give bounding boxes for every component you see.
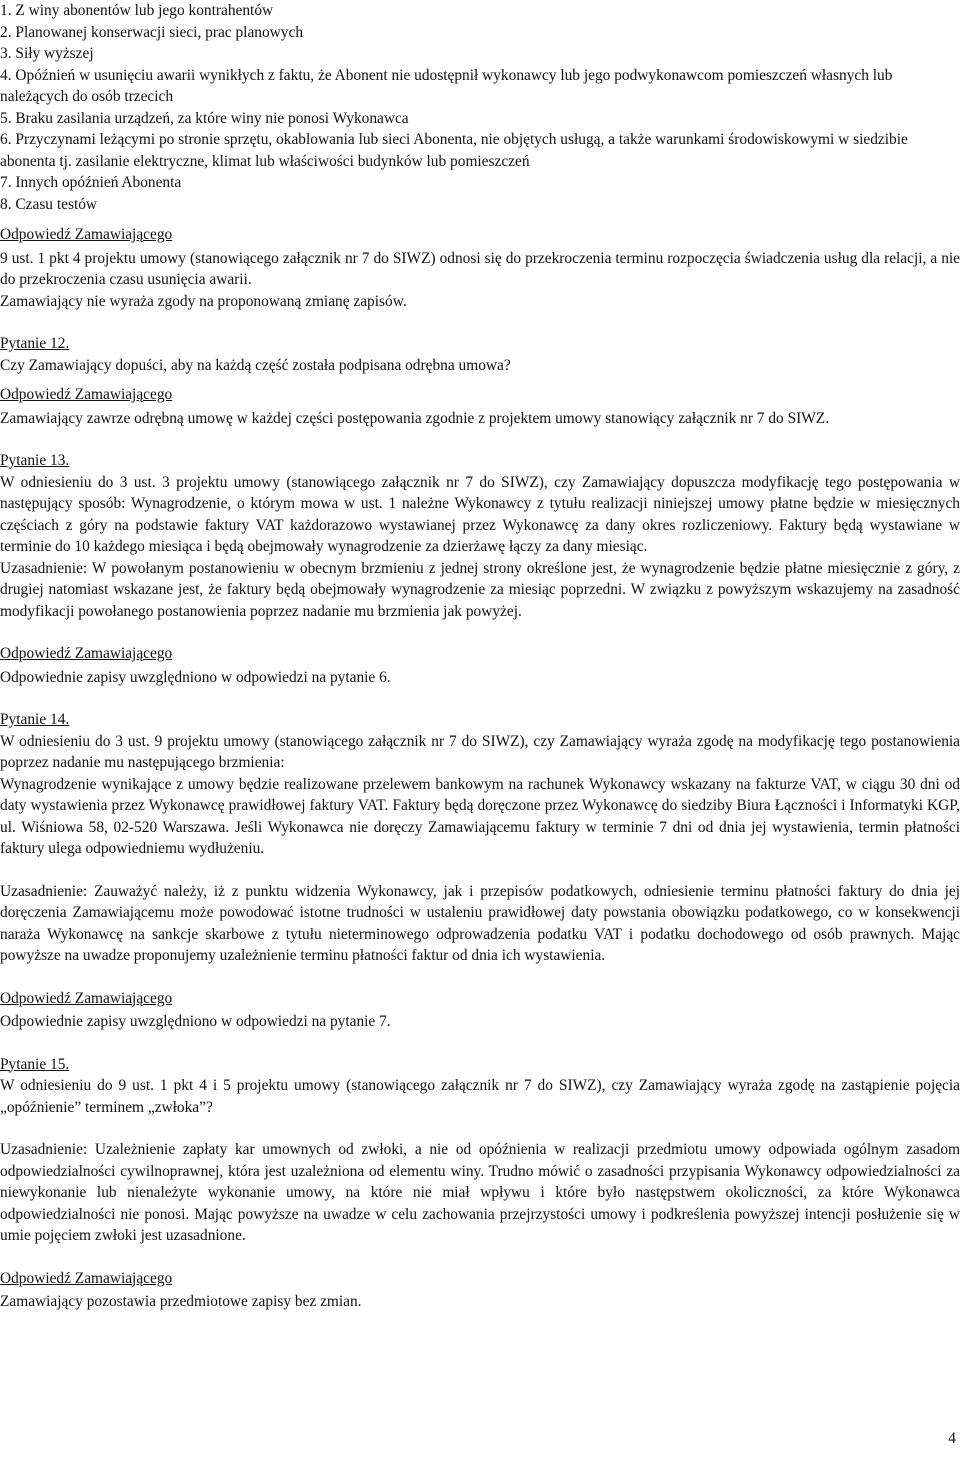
question-text: Czy Zamawiający dopuści, aby na każdą część została podpisana odrębna umowa?: [0, 356, 511, 374]
answer-paragraph: Odpowiednie zapisy uwzględniono w odpowiedzi na pytanie 7.: [0, 1013, 391, 1030]
answer-paragraph: Zamawiający pozostawia przedmiotowe zapisy bez zmian.: [0, 1293, 362, 1310]
answer-paragraph: Odpowiednie zapisy uwzględniono w odpowiedzi na pytanie 6.: [0, 668, 391, 686]
question-title: Pytanie 12.: [0, 335, 70, 352]
justification-paragraph: Uzasadnienie: W powołanym postanowieniu w obecnym brzmieniu z jednej strony określone jest, że wynagrodzenie będzie płatne miesięcznie z góry, z drugiej natomiast wskazane jest, że faktury będą obejmowały wynagrodzenie za miesiąc poprzedni. W związku z powyższym wskazujemy na zasadność modyfikacji powołanego postanowienia poprzez nadanie mu brzmienia jak powyżej.: [0, 559, 960, 620]
list-item: 1. Z winy abonentów lub jego kontrahentów: [0, 2, 274, 19]
list-item: 3. Siły wyższej: [0, 45, 94, 62]
page-number: 4: [948, 1430, 956, 1447]
answer-paragraph: Zamawiający zawrze odrębną umowę w każdej części postępowania zgodnie z projektem umowy stanowiący załącznik nr 7 do SIWZ.: [0, 409, 830, 427]
question-text: W odniesieniu do 9 ust. 1 pkt 4 i 5 projektu umowy (stanowiącego załącznik nr 7 do SIWZ), czy Zamawiający wyraża zgodę na zastąpienie pojęcia „opóźnienie” terminem „zwłoka”?: [0, 1077, 960, 1116]
question-title: Pytanie 13.: [0, 452, 70, 469]
question-text: W odniesieniu do 3 ust. 3 projektu umowy (stanowiącego załącznik nr 7 do SIWZ), czy Zamawiający dopuszcza modyfikację tego postępowania w następujący sposób: Wynagrodzenie, o którym mowa w ust. 1 należne Wykonawcy z tytułu realizacji niniejszej umowy płatne będzie w miesięcznych częściach z góry na podstawie faktury VAT każdorazowo wystawianej przez Wykonawcę za dany okres rozliczeniowy. Faktury będą wystawiane w terminie do 10 każdego miesiąca i będą obejmowały wynagrodzenie za dzierżawę łączy za dany miesiąc.: [0, 473, 960, 555]
answer-heading: Odpowiedź Zamawiającego: [0, 386, 173, 403]
proposal-paragraph: Wynagrodzenie wynikające z umowy będzie realizowane przelewem bankowym na rachunek Wykonawcy wskazany na fakturze VAT, w ciągu 30 dni od daty wystawienia przez Wykonawcę prawidłowej faktury VAT. Faktury będą doręczone przez Wykonawcę do siedziby Biura Łączności i Informatyki KGP, ul. Wiśniowa 58, 02-520 Warszawa. Jeśli Wykonawca nie doręczy Zamawiającemu faktury w terminie 7 dni od dnia jej wystawienia, termin płatności faktury ulega odpowiedniemu wydłużeniu.: [0, 775, 960, 857]
list-item: 2. Planowanej konserwacji sieci, prac planowych: [0, 23, 304, 41]
list-item: 6. Przyczynami leżącymi po stronie sprzętu, okablowania lub sieci Abonenta, nie objętych usługą, a także warunkami środowiskowymi w siedzibie abonenta tj. zasilanie elektryczne, klimat lub właściwości budynków lub pomieszczeń: [0, 131, 908, 170]
answer-heading: Odpowiedź Zamawiającego: [0, 645, 173, 662]
question-text: W odniesieniu do 3 ust. 9 projektu umowy (stanowiącego załącznik nr 7 do SIWZ), czy Zamawiający wyraża zgodę na modyfikację tego postanowienia poprzez nadanie mu następującego brzmienia:: [0, 732, 960, 771]
question-title: Pytanie 15.: [0, 1055, 70, 1073]
justification-paragraph: Uzasadnienie: Zauważyć należy, iż z punktu widzenia Wykonawcy, jak i przepisów podatkowych, odniesienie terminu płatności faktury do dnia jej doręczenia Zamawiającemu może powodować istotne trudności w ustaleniu prawidłowej daty powstania obowiązku podatkowego, co w konsekwencji naraża Wykonawcę na sankcje skarbowe z tytułu nieterminowego odprowadzenia podatku VAT i podatku dochodowego od osób prawnych. Mając powyższe na uwadze proponujemy uzależnienie terminu płatności faktur od dnia ich wystawienia.: [0, 882, 960, 964]
list-item: 8. Czasu testów: [0, 195, 98, 213]
answer-heading: Odpowiedź Zamawiającego: [0, 1269, 173, 1287]
question-title: Pytanie 14.: [0, 711, 70, 728]
list-item: 5. Braku zasilania urządzeń, za które winy nie ponosi Wykonawca: [0, 109, 409, 127]
answer-heading: Odpowiedź Zamawiającego: [0, 226, 173, 243]
list-item: 7. Innych opóźnień Abonenta: [0, 174, 182, 191]
answer-paragraph: 9 ust. 1 pkt 4 projektu umowy (stanowiącego załącznik nr 7 do SIWZ) odnosi się do przekroczenia terminu rozpoczęcia świadczenia usług dla relacji, a nie do przekroczenia czasu usunięcia awarii.: [0, 249, 960, 288]
answer-heading: Odpowiedź Zamawiającego: [0, 989, 173, 1007]
answer-paragraph: Zamawiający nie wyraża zgody na proponowaną zmianę zapisów.: [0, 292, 407, 310]
list-item: 4. Opóźnień w usunięciu awarii wynikłych z faktu, że Abonent nie udostępnił wykonawcy lub jego podwykonawcom pomieszczeń własnych lub należących do osób trzecich: [0, 66, 893, 105]
justification-paragraph: Uzasadnienie: Uzależnienie zapłaty kar umownych od zwłoki, a nie od opóźnienia w realizacji przedmiotu umowy odpowiada ogólnym zasadom odpowiedzialności cywilnoprawnej, która jest uzależniona od elementu winy. Trudno mówić o zasadności przypisania Wykonawcy odpowiedzialności za niewykonanie lub nienależyte wykonanie umowy, na które nie miał wpływu i które było następstwem okoliczności, za które Wykonawca odpowiedzialności nie ponosi. Mając powyższe na uwadze w celu zachowania przejrzystości umowy i podkreślenia powyższej intencji posłużenie się w umie pojęciem zwłoki jest uzasadnione.: [0, 1141, 960, 1244]
